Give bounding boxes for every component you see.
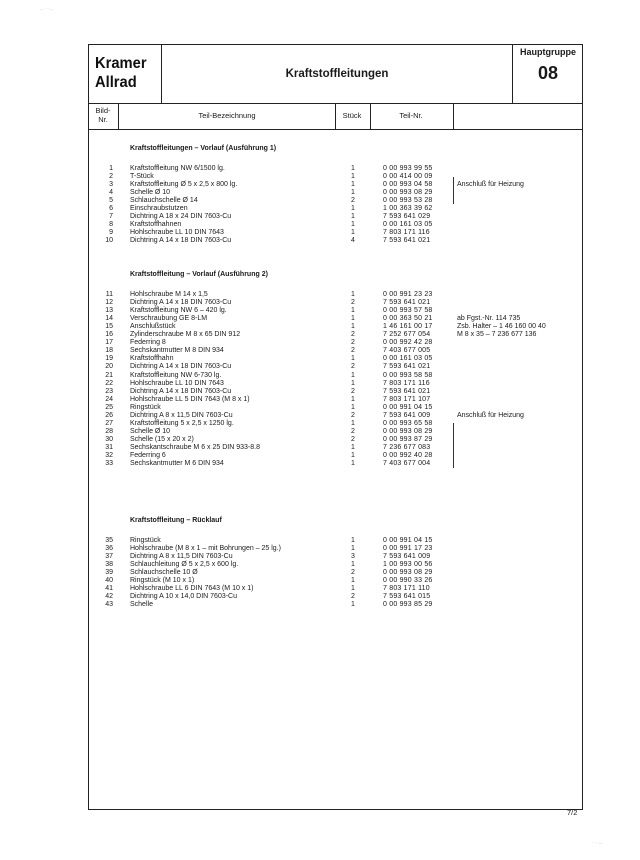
part-bild-nr: 5 bbox=[109, 197, 113, 205]
part-description: Hohlschraube LL 6 DIN 7643 (M 10 x 1) bbox=[130, 585, 254, 593]
part-number: 7 593 641 021 bbox=[383, 363, 431, 371]
part-bild-nr: 25 bbox=[105, 403, 113, 411]
parts-sheet bbox=[88, 44, 583, 810]
part-quantity: 1 bbox=[351, 205, 355, 213]
part-bild-nr: 23 bbox=[105, 387, 113, 395]
part-number: 0 00 991 17 23 bbox=[383, 545, 433, 553]
part-number: 0 00 993 08 29 bbox=[383, 427, 433, 435]
part-description: Anschlußstück bbox=[130, 323, 176, 331]
part-number: 7 593 641 009 bbox=[383, 411, 431, 419]
part-number: 7 803 171 116 bbox=[383, 379, 430, 387]
part-bild-nr: 16 bbox=[105, 331, 113, 339]
part-number: 7 803 171 107 bbox=[383, 395, 431, 403]
part-bild-nr: 13 bbox=[105, 307, 113, 315]
part-description: Ringstück (M 10 x 1) bbox=[130, 577, 195, 585]
part-description: Dichtring A 14 x 18 DIN 7603-Cu bbox=[130, 299, 232, 307]
part-number: 7 803 171 110 bbox=[383, 585, 430, 593]
part-bild-nr: 19 bbox=[105, 355, 113, 363]
hauptgruppe-label: Hauptgruppe bbox=[520, 47, 576, 57]
part-quantity: 1 bbox=[351, 229, 355, 237]
part-quantity: 1 bbox=[351, 173, 355, 181]
part-number: 0 00 991 23 23 bbox=[383, 291, 433, 298]
part-bild-nr: 3 bbox=[109, 181, 113, 189]
part-description: Dichtring A 18 x 24 DIN 7603-Cu bbox=[130, 213, 232, 221]
part-number: 0 00 993 85 29 bbox=[383, 601, 433, 609]
page-title: Kraftstoffleitungen bbox=[285, 68, 389, 80]
part-quantity: 1 bbox=[351, 460, 355, 468]
part-remark: ab Fgst.-Nr. 114 735 bbox=[457, 315, 521, 323]
part-description: Kraftstoffhahn bbox=[130, 355, 174, 363]
part-number: 0 00 991 04 15 bbox=[383, 403, 433, 411]
part-number: 0 00 993 99 55 bbox=[383, 165, 433, 172]
logo-line-2: Allrad bbox=[95, 74, 137, 91]
part-quantity: 1 bbox=[351, 371, 355, 379]
part-bild-nr: 38 bbox=[105, 561, 113, 569]
part-description: Schlauchleitung Ø 5 x 2,5 x 600 lg. bbox=[130, 561, 239, 569]
part-bild-nr: 1 bbox=[109, 165, 113, 172]
corner-mark-top-left: — ···— bbox=[40, 6, 54, 11]
column-divider bbox=[335, 103, 336, 129]
part-description: Schlauchschelle Ø 14 bbox=[130, 197, 198, 205]
part-bild-nr: 31 bbox=[105, 443, 113, 451]
part-number: 0 00 993 53 28 bbox=[383, 197, 433, 205]
part-bild-nr: 28 bbox=[105, 427, 113, 435]
part-number: 7 593 641 021 bbox=[383, 299, 431, 307]
part-description: Hohlschraube LL 10 DIN 7643 bbox=[130, 379, 224, 387]
part-bild-nr: 39 bbox=[105, 569, 113, 577]
part-number: 7 403 677 004 bbox=[383, 460, 431, 468]
part-bild-nr: 10 bbox=[105, 237, 113, 245]
part-quantity: 1 bbox=[351, 315, 355, 323]
part-bild-nr: 35 bbox=[105, 537, 113, 544]
part-quantity: 1 bbox=[351, 537, 355, 544]
page-number: 7/2 bbox=[567, 808, 578, 817]
part-quantity: 2 bbox=[351, 593, 355, 601]
part-number: 7 403 677 005 bbox=[383, 347, 431, 355]
part-bild-nr: 7 bbox=[109, 213, 113, 221]
part-description: Dichtring A 14 x 18 DIN 7603-Cu bbox=[130, 363, 232, 371]
section-title: Kraftstoffleitungen – Vorlauf (Ausführung 1) bbox=[130, 145, 277, 152]
part-description: Hohlschraube M 14 x 1,5 bbox=[130, 291, 208, 298]
part-description: Hohlschraube LL 5 DIN 7643 (M 8 x 1) bbox=[130, 395, 250, 403]
part-remark: Anschluß für Heizung bbox=[457, 411, 524, 419]
part-description: Schelle Ø 10 bbox=[130, 427, 171, 435]
part-number: 0 00 993 65 58 bbox=[383, 419, 433, 427]
part-remark: Anschluß für Heizung bbox=[457, 181, 524, 189]
part-bild-nr: 15 bbox=[105, 323, 113, 331]
part-bild-nr: 37 bbox=[105, 553, 113, 561]
part-description: Federring 6 bbox=[130, 452, 166, 459]
part-quantity: 1 bbox=[351, 291, 355, 298]
column-bild-nr: Bild- Nr. bbox=[95, 106, 111, 124]
part-quantity: 1 bbox=[351, 213, 355, 221]
part-number: 0 00 414 00 09 bbox=[383, 173, 433, 181]
brand-logo bbox=[89, 45, 162, 103]
part-quantity: 1 bbox=[351, 221, 355, 229]
part-description: Ringstück bbox=[130, 537, 161, 544]
part-number: 0 00 993 08 29 bbox=[383, 569, 433, 577]
part-description: Kraftstoffhahnen bbox=[130, 221, 182, 229]
column-stueck: Stück bbox=[342, 111, 362, 120]
part-row bbox=[89, 459, 579, 468]
part-description: Ringstück bbox=[130, 403, 161, 411]
part-quantity: 2 bbox=[351, 569, 355, 577]
part-description: Kraftstoffleitung NW 6-730 lg. bbox=[130, 371, 222, 379]
part-quantity: 1 bbox=[351, 355, 355, 363]
part-description: Hohlschraube (M 8 x 1 – mit Bohrungen – 25 lg.) bbox=[130, 545, 281, 553]
part-number: 0 00 363 50 21 bbox=[383, 315, 433, 323]
part-description: Dichtring A 14 x 18 DIN 7603-Cu bbox=[130, 387, 232, 395]
part-number: 7 593 641 021 bbox=[383, 387, 431, 395]
part-number: 1 00 993 00 56 bbox=[383, 561, 433, 569]
part-bild-nr: 11 bbox=[105, 291, 113, 298]
part-bild-nr: 21 bbox=[105, 371, 113, 379]
part-description: Einschraubstutzen bbox=[130, 205, 188, 213]
part-quantity: 2 bbox=[351, 427, 355, 435]
part-number: 7 803 171 116 bbox=[383, 229, 430, 237]
part-bild-nr: 20 bbox=[105, 363, 113, 371]
part-number: 0 00 993 58 58 bbox=[383, 371, 433, 379]
part-quantity: 1 bbox=[351, 395, 355, 403]
bracket-heizung-2 bbox=[453, 423, 454, 468]
part-quantity: 1 bbox=[351, 323, 355, 331]
part-quantity: 2 bbox=[351, 197, 355, 205]
part-quantity: 2 bbox=[351, 435, 355, 443]
part-description: Schelle (15 x 20 x 2) bbox=[130, 435, 194, 443]
part-number: 0 00 993 87 29 bbox=[383, 435, 433, 443]
column-teil-nr: Teil-Nr. bbox=[399, 111, 423, 120]
part-description: Sechskantmutter M 8 DIN 934 bbox=[130, 347, 224, 355]
part-number: 7 236 677 083 bbox=[383, 443, 431, 451]
part-number: 0 00 993 08 29 bbox=[383, 189, 433, 197]
part-bild-nr: 2 bbox=[109, 173, 113, 181]
part-remark: Zsb. Halter – 1 46 160 00 40 bbox=[457, 323, 546, 331]
part-description: Dichtring A 8 x 11,5 DIN 7603-Cu bbox=[130, 411, 233, 419]
corner-mark-bottom-right: · ···— bbox=[592, 840, 603, 845]
part-number: 0 00 161 03 05 bbox=[383, 355, 433, 363]
part-number: 7 593 641 021 bbox=[383, 237, 431, 245]
part-bild-nr: 33 bbox=[105, 460, 113, 468]
part-quantity: 1 bbox=[351, 561, 355, 569]
part-bild-nr: 4 bbox=[109, 189, 113, 197]
column-divider bbox=[453, 103, 454, 129]
part-quantity: 1 bbox=[351, 181, 355, 189]
part-description: Federring 8 bbox=[130, 339, 166, 347]
part-quantity: 1 bbox=[351, 585, 355, 593]
part-bild-nr: 12 bbox=[105, 299, 113, 307]
part-number: 0 00 992 40 28 bbox=[383, 452, 433, 459]
part-quantity: 2 bbox=[351, 331, 355, 339]
part-bild-nr: 26 bbox=[105, 411, 113, 419]
part-description: Schelle Ø 10 bbox=[130, 189, 171, 197]
part-description: Hohlschraube LL 10 DIN 7643 bbox=[130, 229, 224, 237]
part-quantity: 1 bbox=[351, 379, 355, 387]
part-quantity: 2 bbox=[351, 387, 355, 395]
part-quantity: 2 bbox=[351, 299, 355, 307]
part-bild-nr: 18 bbox=[105, 347, 113, 355]
part-description: Dichtring A 10 x 14,0 DIN 7603-Cu bbox=[130, 593, 238, 601]
part-quantity: 1 bbox=[351, 307, 355, 315]
part-quantity: 1 bbox=[351, 403, 355, 411]
part-description: Zylinderschraube M 8 x 65 DIN 912 bbox=[130, 331, 241, 339]
part-number: 1 46 161 00 17 bbox=[383, 323, 433, 331]
part-number: 7 593 641 029 bbox=[383, 213, 431, 221]
logo-line-1: Kramer bbox=[95, 55, 147, 72]
part-quantity: 1 bbox=[351, 577, 355, 585]
part-description: Dichtring A 14 x 18 DIN 7603-Cu bbox=[130, 237, 232, 245]
part-description: Sechskantmutter M 6 DIN 934 bbox=[130, 460, 224, 468]
part-bild-nr: 22 bbox=[105, 379, 113, 387]
part-description: Kraftstoffleitung 5 x 2,5 x 1250 lg. bbox=[130, 419, 234, 427]
part-description: Kraftstoffleitung NW 6 – 420 lg. bbox=[130, 307, 227, 315]
part-bild-nr: 14 bbox=[105, 315, 113, 323]
part-quantity: 4 bbox=[351, 237, 355, 245]
part-number: 7 593 641 015 bbox=[383, 593, 431, 601]
part-description: T-Stück bbox=[130, 173, 154, 181]
part-number: 0 00 992 42 28 bbox=[383, 339, 433, 347]
section-title: Kraftstoffleitung – Vorlauf (Ausführung 2) bbox=[130, 271, 268, 278]
part-description: Schelle bbox=[130, 601, 153, 609]
section-title: Kraftstoffleitung – Rücklauf bbox=[130, 517, 222, 524]
part-description: Sechskantschraube M 6 x 25 DIN 933-8.8 bbox=[130, 443, 260, 451]
part-number: 7 252 677 054 bbox=[383, 331, 431, 339]
part-description: Dichtring A 8 x 11,5 DIN 7603-Cu bbox=[130, 553, 233, 561]
bracket-heizung-1 bbox=[453, 177, 454, 204]
part-number: 0 00 993 57 58 bbox=[383, 307, 433, 315]
part-quantity: 2 bbox=[351, 339, 355, 347]
part-bild-nr: 17 bbox=[105, 339, 113, 347]
part-bild-nr: 41 bbox=[105, 585, 113, 593]
part-description: Schlauchschelle 10 Ø bbox=[130, 569, 198, 577]
part-bild-nr: 27 bbox=[105, 419, 113, 427]
part-bild-nr: 8 bbox=[109, 221, 113, 229]
part-bild-nr: 32 bbox=[105, 452, 113, 459]
part-remark: M 8 x 35 – 7 236 677 136 bbox=[457, 331, 537, 339]
part-bild-nr: 36 bbox=[105, 545, 113, 553]
part-bild-nr: 42 bbox=[105, 593, 113, 601]
part-description: Verschraubung GE 8-LM bbox=[130, 315, 208, 323]
part-bild-nr: 43 bbox=[105, 601, 113, 609]
part-number: 1 00 363 39 62 bbox=[383, 205, 433, 213]
part-quantity: 1 bbox=[351, 189, 355, 197]
part-description: Kraftstoffleitung NW 6/1500 lg. bbox=[130, 165, 225, 172]
part-number: 0 00 993 04 58 bbox=[383, 181, 433, 189]
sheet-header bbox=[89, 45, 582, 104]
part-quantity: 2 bbox=[351, 363, 355, 371]
part-number: 0 00 161 03 05 bbox=[383, 221, 433, 229]
part-number: 7 593 641 009 bbox=[383, 553, 431, 561]
part-quantity: 2 bbox=[351, 411, 355, 419]
part-bild-nr: 40 bbox=[105, 577, 113, 585]
part-quantity: 2 bbox=[351, 347, 355, 355]
hauptgruppe-value: 08 bbox=[537, 63, 559, 83]
part-bild-nr: 24 bbox=[105, 395, 113, 403]
part-row bbox=[89, 236, 579, 245]
part-quantity: 1 bbox=[351, 601, 355, 609]
part-bild-nr: 30 bbox=[105, 435, 113, 443]
hauptgruppe-box bbox=[512, 45, 583, 103]
part-bild-nr: 6 bbox=[109, 205, 113, 213]
part-quantity: 1 bbox=[351, 165, 355, 172]
column-bezeichnung: Teil-Bezeichnung bbox=[198, 111, 256, 120]
part-quantity: 1 bbox=[351, 419, 355, 427]
part-quantity: 1 bbox=[351, 545, 355, 553]
part-bild-nr: 9 bbox=[109, 229, 113, 237]
part-number: 0 00 990 33 26 bbox=[383, 577, 433, 585]
part-description: Kraftstoffleitung Ø 5 x 2,5 x 800 lg. bbox=[130, 181, 238, 189]
part-quantity: 1 bbox=[351, 443, 355, 451]
part-quantity: 3 bbox=[351, 553, 355, 561]
part-row bbox=[89, 600, 579, 609]
part-quantity: 1 bbox=[351, 452, 355, 459]
column-divider bbox=[370, 103, 371, 129]
part-number: 0 00 991 04 15 bbox=[383, 537, 433, 544]
column-divider bbox=[118, 103, 119, 129]
